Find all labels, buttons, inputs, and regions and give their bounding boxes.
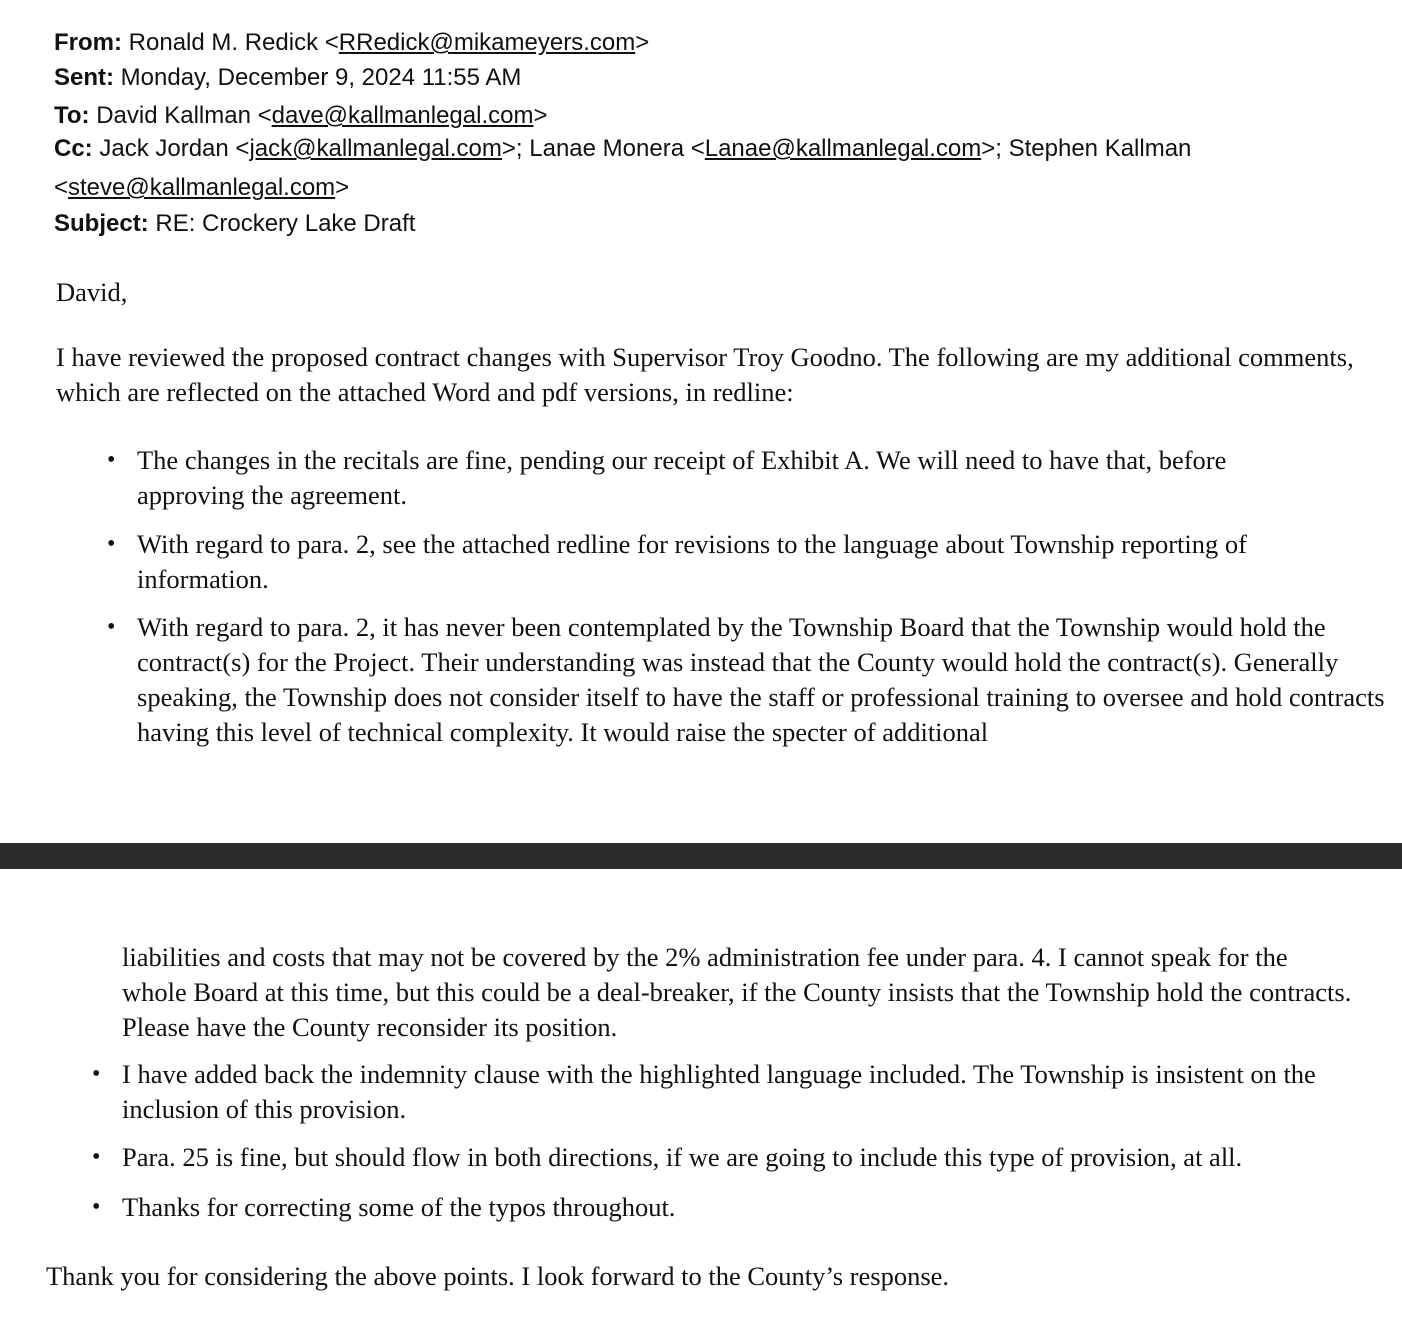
- bullet-text: Para. 25 is fine, but should flow in both directions, if we are going to include this type of provision, at all.: [122, 1142, 1243, 1172]
- bullet-icon: •: [92, 1144, 101, 1170]
- subject-value: RE: Crockery Lake Draft: [155, 210, 416, 237]
- cc-email-link-1[interactable]: jack@kallmanlegal.com: [249, 135, 502, 162]
- closing-paragraph: Thank you for considering the above points. I look forward to the County’s response.: [46, 1261, 950, 1291]
- from-label: From:: [54, 29, 122, 56]
- greeting: David,: [56, 277, 128, 307]
- bullet-icon: •: [92, 1061, 101, 1087]
- cc-name-1: Jack Jordan: [99, 135, 229, 162]
- bullet-icon: •: [107, 531, 116, 557]
- page-break-bar: [0, 843, 1402, 869]
- cc-email-link-3[interactable]: steve@kallmanlegal.com: [68, 174, 336, 201]
- angle-open: <: [54, 174, 69, 201]
- sent-value: Monday, December 9, 2024 11:55 AM: [120, 64, 522, 91]
- subject-label: Subject:: [54, 210, 149, 237]
- page-2: [0, 869, 1402, 1326]
- separator: ;: [515, 135, 523, 162]
- list-item: [107, 443, 1337, 513]
- angle-open: <: [257, 102, 272, 129]
- cc-email-link-2[interactable]: Lanae@kallmanlegal.com: [704, 135, 982, 162]
- intro-paragraph: I have reviewed the proposed contract changes with Supervisor Troy Goodno. The following are my additional comments, which are reflected on the attached Word and pdf versions, in redline:: [56, 342, 1354, 407]
- subject-line: [54, 210, 415, 238]
- angle-open: <: [690, 135, 705, 162]
- bullet-text: The changes in the recitals are fine, pending our receipt of Exhibit A. We will need to have that, before approving the agreement.: [137, 445, 1227, 510]
- from-line: [54, 29, 649, 57]
- bullet-text: I have added back the indemnity clause with the highlighted language included. The Township is insistent on the inclusion of this provision.: [122, 1059, 1316, 1124]
- to-line: [54, 102, 547, 130]
- bullet-icon: •: [107, 447, 116, 473]
- angle-open: <: [235, 135, 250, 162]
- cc-line: [54, 135, 1191, 163]
- cc-name-3: Stephen Kallman: [1008, 135, 1192, 162]
- from-name: Ronald M. Redick: [128, 29, 319, 56]
- list-item-continued: [122, 940, 1357, 1045]
- to-label: To:: [54, 102, 90, 129]
- list-item: [92, 1140, 1382, 1175]
- bullet-text: With regard to para. 2, it has never been contemplated by the Township Board that the Township would hold the contract(s) for the Project. Their understanding was instead that the County would hold the contract(s). Generally speaking, the Township does not consider itself to have the staff or professional training to oversee and hold contracts having this level of technical complexity. It would raise the specter of additional: [137, 612, 1385, 747]
- sent-line: [54, 64, 521, 92]
- angle-close: >: [533, 102, 548, 129]
- angle-close: >: [335, 174, 350, 201]
- angle-close: >: [635, 29, 650, 56]
- angle-close: >: [981, 135, 996, 162]
- list-item: [92, 1190, 1322, 1225]
- to-name: David Kallman: [96, 102, 251, 129]
- cc-name-2: Lanae Monera: [529, 135, 685, 162]
- list-item: [107, 610, 1387, 750]
- list-item: [107, 527, 1347, 597]
- sent-label: Sent:: [54, 64, 114, 91]
- angle-open: <: [324, 29, 339, 56]
- bullet-icon: •: [107, 614, 116, 640]
- cc-label: Cc:: [54, 135, 93, 162]
- bullet-text: With regard to para. 2, see the attached redline for revisions to the language about Township reporting of information.: [137, 529, 1247, 594]
- list-item: [92, 1057, 1362, 1127]
- bullet-icon: •: [92, 1194, 101, 1220]
- cc-line-continued: [54, 174, 349, 202]
- separator: ;: [995, 135, 1002, 162]
- bullet-text: Thanks for correcting some of the typos throughout.: [122, 1192, 676, 1222]
- from-email-link[interactable]: RRedick@mikameyers.com: [338, 29, 636, 56]
- bullet-text: liabilities and costs that may not be covered by the 2% administration fee under para. 4. I cannot speak for the whole Board at this time, but this could be a deal-breaker, if the County insists that the Township hold the contracts. Please have the County reconsider its position.: [122, 942, 1352, 1042]
- angle-close: >: [501, 135, 516, 162]
- to-email-link[interactable]: dave@kallmanlegal.com: [271, 102, 534, 129]
